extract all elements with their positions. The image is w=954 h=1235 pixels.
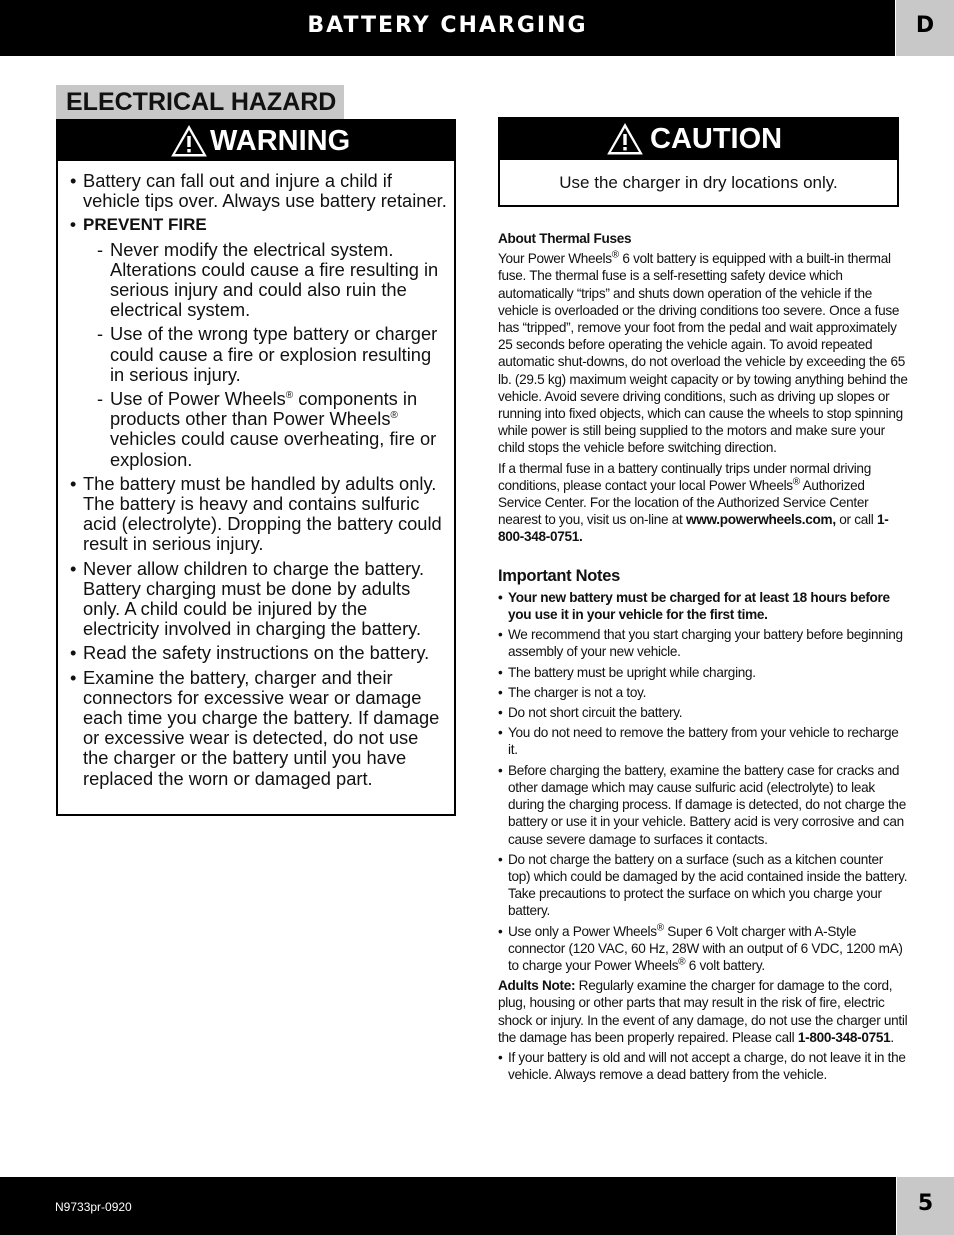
note-item: • You do not need to remove the battery from your vehicle to recharge it.	[498, 724, 908, 758]
caution-header	[500, 119, 897, 160]
warning-word: WARNING	[210, 125, 351, 157]
text-span: Use of Power Wheels	[110, 388, 286, 410]
registered-mark: ®	[390, 410, 398, 422]
thermal-fuses-heading: About Thermal Fuses	[498, 231, 632, 246]
warning-bullet: • Battery can fall out and injure a child if vehicle tips over. Always use battery retainer.	[68, 171, 448, 211]
warning-triangle-icon	[606, 122, 644, 156]
note-item	[498, 923, 908, 975]
adults-note-label: Adults Note:	[498, 978, 576, 994]
thermal-paragraph	[498, 250, 908, 456]
page-number: 5	[917, 1191, 934, 1216]
registered-mark: ®	[285, 389, 294, 401]
warning-sub-item: - Use of the wrong type battery or charger could cause a fire or explosion resulting in serious injury.	[83, 324, 448, 385]
text-span: Super 6 Volt charger with A-Style connector (120 VAC, 60 Hz, 28W with an output of 6 VDC, 1200 mA) to charge your Power Wheels	[508, 923, 903, 973]
note-item: • Your new battery must be charged for at least 18 hours before you use it in your vehicle for the first time.	[498, 589, 908, 623]
warning-sub-item	[83, 389, 448, 470]
header-bar	[0, 0, 895, 56]
note-item: • Do not short circuit the battery.	[498, 704, 908, 721]
note-item: • Before charging the battery, examine the battery case for cracks and other damage which may cause sulfuric acid (electrolyte) to leak during the charging process. If damage is detected, do not charge the battery or use it in your vehicle. Battery acid is very corrosive and can cause severe damage to surfaces it contacts.	[498, 762, 908, 848]
note-item: • The charger is not a toy.	[498, 684, 908, 701]
caution-box	[498, 117, 899, 207]
registered-mark: ®	[656, 921, 664, 933]
page-title: BATTERY CHARGING	[307, 13, 588, 38]
right-column	[498, 230, 908, 1083]
page-number-tab	[897, 1177, 954, 1235]
text-span: or call	[835, 512, 877, 528]
warning-bullet: • Never allow children to charge the battery. Battery charging must be done by adults only. A child could be injured by the electricity involved in charging the battery.	[68, 559, 448, 640]
important-notes-heading: Important Notes	[498, 566, 621, 585]
text-span: Your Power Wheels	[498, 251, 612, 267]
note-item: • The battery must be upright while charging.	[498, 664, 908, 681]
text-span: Regularly examine the charger for damage to the cord, plug, housing or other parts that may result in the risk of fire, electric shock or injury. In the event of any damage, do not use the charger until the damage has been properly repaired. Please call	[498, 978, 908, 1045]
warning-bullet: • Read the safety instructions on the battery.	[68, 643, 448, 663]
text-span: 6 volt battery is equipped with a built-in thermal fuse. The thermal fuse is a self-resetting safety device which automatically “trips” and shuts down operation of the vehicle if the vehicle is overloaded or the driving conditions too severe. Once a fuse has “tripped”, remove your foot from the pedal and wait approximately 25 seconds before operating the vehicle again. To avoid repeated automatic shut-downs, do not overload the vehicle by exceeding the 65 lb. (29.5 kg) maximum weight capacity or by towing anything behind the vehicle. Avoid severe driving conditions, such as driving up slopes or running into fixed objects, which can cause the wheels to stop spinning while power is still being supplied to the motors and make sure your child stops the vehicle before switching direction.	[498, 251, 908, 456]
phone-number: 1-800-348-0751.	[498, 512, 889, 545]
text-span: Use only a Power Wheels	[508, 923, 657, 939]
text-span: If a thermal fuse in a battery continually trips under normal driving conditions, please contact your local Power Wheels	[498, 460, 871, 493]
prevent-fire-heading: • PREVENT FIRE	[68, 215, 448, 235]
warning-sub-item: - Never modify the electrical system. Alterations could cause a fire resulting in serious injury and could also ruin the electrical system.	[83, 240, 448, 321]
text-span: components in products other than Power Wheels	[110, 388, 418, 430]
warning-box	[56, 119, 456, 816]
footer-bar	[0, 1177, 896, 1235]
note-item: • We recommend that you start charging your battery before beginning assembly of your new vehicle.	[498, 626, 908, 660]
document-code: N9733pr-0920	[55, 1200, 132, 1214]
registered-mark: ®	[678, 956, 686, 968]
warning-header	[58, 121, 454, 161]
text-span: Authorized Service Center. For the location of the Authorized Service Center nearest to you, visit us on-line at	[498, 477, 869, 528]
text-span: .	[890, 1029, 894, 1045]
phone-number: 1-800-348-0751	[797, 1029, 891, 1045]
thermal-paragraph	[498, 460, 908, 546]
caution-text: Use the charger in dry locations only.	[559, 173, 838, 192]
website-link: www.powerwheels.com,	[685, 512, 836, 528]
note-item: • If your battery is old and will not accept a charge, do not leave it in the vehicle. Always remove a dead battery from the vehicle.	[498, 1049, 908, 1083]
electrical-hazard-label: ELECTRICAL HAZARD	[56, 85, 344, 119]
note-item: • Do not charge the battery on a surface (such as a kitchen counter top) which could be damaged by the acid contained inside the battery. Take precautions to protect the surface on which you charge your battery.	[498, 851, 908, 920]
warning-bullet: • The battery must be handled by adults only. The battery is heavy and contains sulfuric acid (electrolyte). Dropping the battery could result in serious injury.	[68, 474, 448, 555]
warning-body	[68, 171, 448, 789]
warning-bullet: • Examine the battery, charger and their connectors for excessive wear or damage each time you charge the battery. If damage or excessive wear is detected, do not use the charger or the battery until you have replaced the worn or damaged part.	[68, 668, 448, 789]
text-span: vehicles could cause overheating, fire or explosion.	[110, 428, 437, 470]
text-span: 6 volt battery.	[685, 957, 765, 973]
section-letter: D	[915, 13, 935, 38]
registered-mark: ®	[611, 249, 619, 261]
section-tab	[896, 0, 954, 56]
registered-mark: ®	[792, 476, 800, 488]
warning-triangle-icon	[170, 124, 208, 158]
adults-note	[498, 977, 908, 1046]
caution-word: CAUTION	[650, 123, 783, 155]
